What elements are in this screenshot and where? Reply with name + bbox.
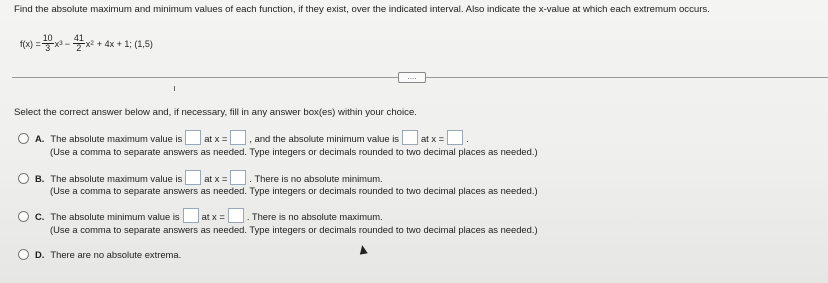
term-1-variable: x [54, 38, 60, 49]
text-cursor-mark [174, 86, 175, 91]
function-lhs: f(x) = [20, 38, 41, 49]
option-a-text-1: The absolute maximum value is [50, 133, 183, 144]
option-c-letter: C. [35, 211, 45, 222]
option-a-text-3: , and the absolute minimum value is [249, 133, 399, 144]
option-a[interactable] [18, 130, 469, 145]
option-b-text-3: . There is no absolute minimum. [249, 173, 383, 184]
option-b-text-2: at x = [204, 173, 228, 184]
option-a-min-x-box[interactable] [447, 130, 463, 145]
option-c-text-2: at x = [201, 211, 225, 222]
option-c-min-x-box[interactable] [228, 208, 244, 223]
option-b-note: (Use a comma to separate answers as needed. Type integers or decimals rounded to two decimal places as needed.) [50, 185, 538, 196]
option-c-text-1: The absolute minimum value is [50, 211, 180, 222]
function-expression [20, 34, 153, 53]
option-d-letter: D. [35, 249, 45, 260]
option-b[interactable] [18, 170, 383, 185]
option-b-letter: B. [35, 173, 45, 184]
option-b-max-value-box[interactable] [185, 170, 201, 185]
minus-sign: − [64, 38, 70, 49]
function-rest: + 4x + 1; (1,5) [96, 38, 153, 49]
option-a-text-2: at x = [204, 133, 228, 144]
option-a-note: (Use a comma to separate answers as needed. Type integers or decimals rounded to two decimal places as needed.) [50, 146, 538, 157]
fraction-1-denominator: 3 [45, 43, 51, 53]
option-a-min-value-box[interactable] [402, 130, 418, 145]
question-text: Find the absolute maximum and minimum values of each function, if they exist, over the indicated interval. Also indicate the x-value at which each extremum occurs. [14, 4, 710, 15]
option-c-text-3: . There is no absolute maximum. [246, 211, 383, 222]
more-button[interactable]: .... [398, 72, 426, 83]
instruction-text: Select the correct answer below and, if necessary, fill in any answer box(es) within your choice. [14, 107, 417, 118]
option-c-radio[interactable] [18, 211, 29, 222]
option-a-letter: A. [35, 133, 45, 144]
option-b-max-x-box[interactable] [230, 170, 246, 185]
option-b-radio[interactable] [18, 173, 29, 184]
option-b-text-1: The absolute maximum value is [50, 173, 183, 184]
option-c-min-value-box[interactable] [183, 208, 199, 223]
term-2-variable: x [85, 38, 91, 49]
option-a-text-4: at x = [420, 133, 445, 144]
option-d[interactable] [18, 249, 181, 260]
option-d-text-1: There are no absolute extrema. [50, 249, 182, 260]
option-a-radio[interactable] [18, 133, 29, 144]
option-c-note: (Use a comma to separate answers as needed. Type integers or decimals rounded to two decimal places as needed.) [50, 224, 538, 235]
fraction-2 [73, 34, 85, 53]
option-a-max-value-box[interactable] [185, 130, 201, 145]
mouse-pointer-icon [358, 244, 367, 254]
fraction-2-denominator: 2 [76, 43, 82, 53]
fraction-1 [42, 34, 54, 53]
term-1-exponent: 3 [59, 40, 63, 47]
option-d-radio[interactable] [18, 249, 29, 260]
term-2-exponent: 2 [90, 40, 94, 47]
fraction-2-numerator: 41 [73, 33, 84, 43]
option-c[interactable] [18, 208, 383, 223]
option-a-text-5: . [466, 133, 469, 144]
option-a-max-x-box[interactable] [230, 130, 246, 145]
fraction-1-numerator: 10 [42, 33, 53, 43]
